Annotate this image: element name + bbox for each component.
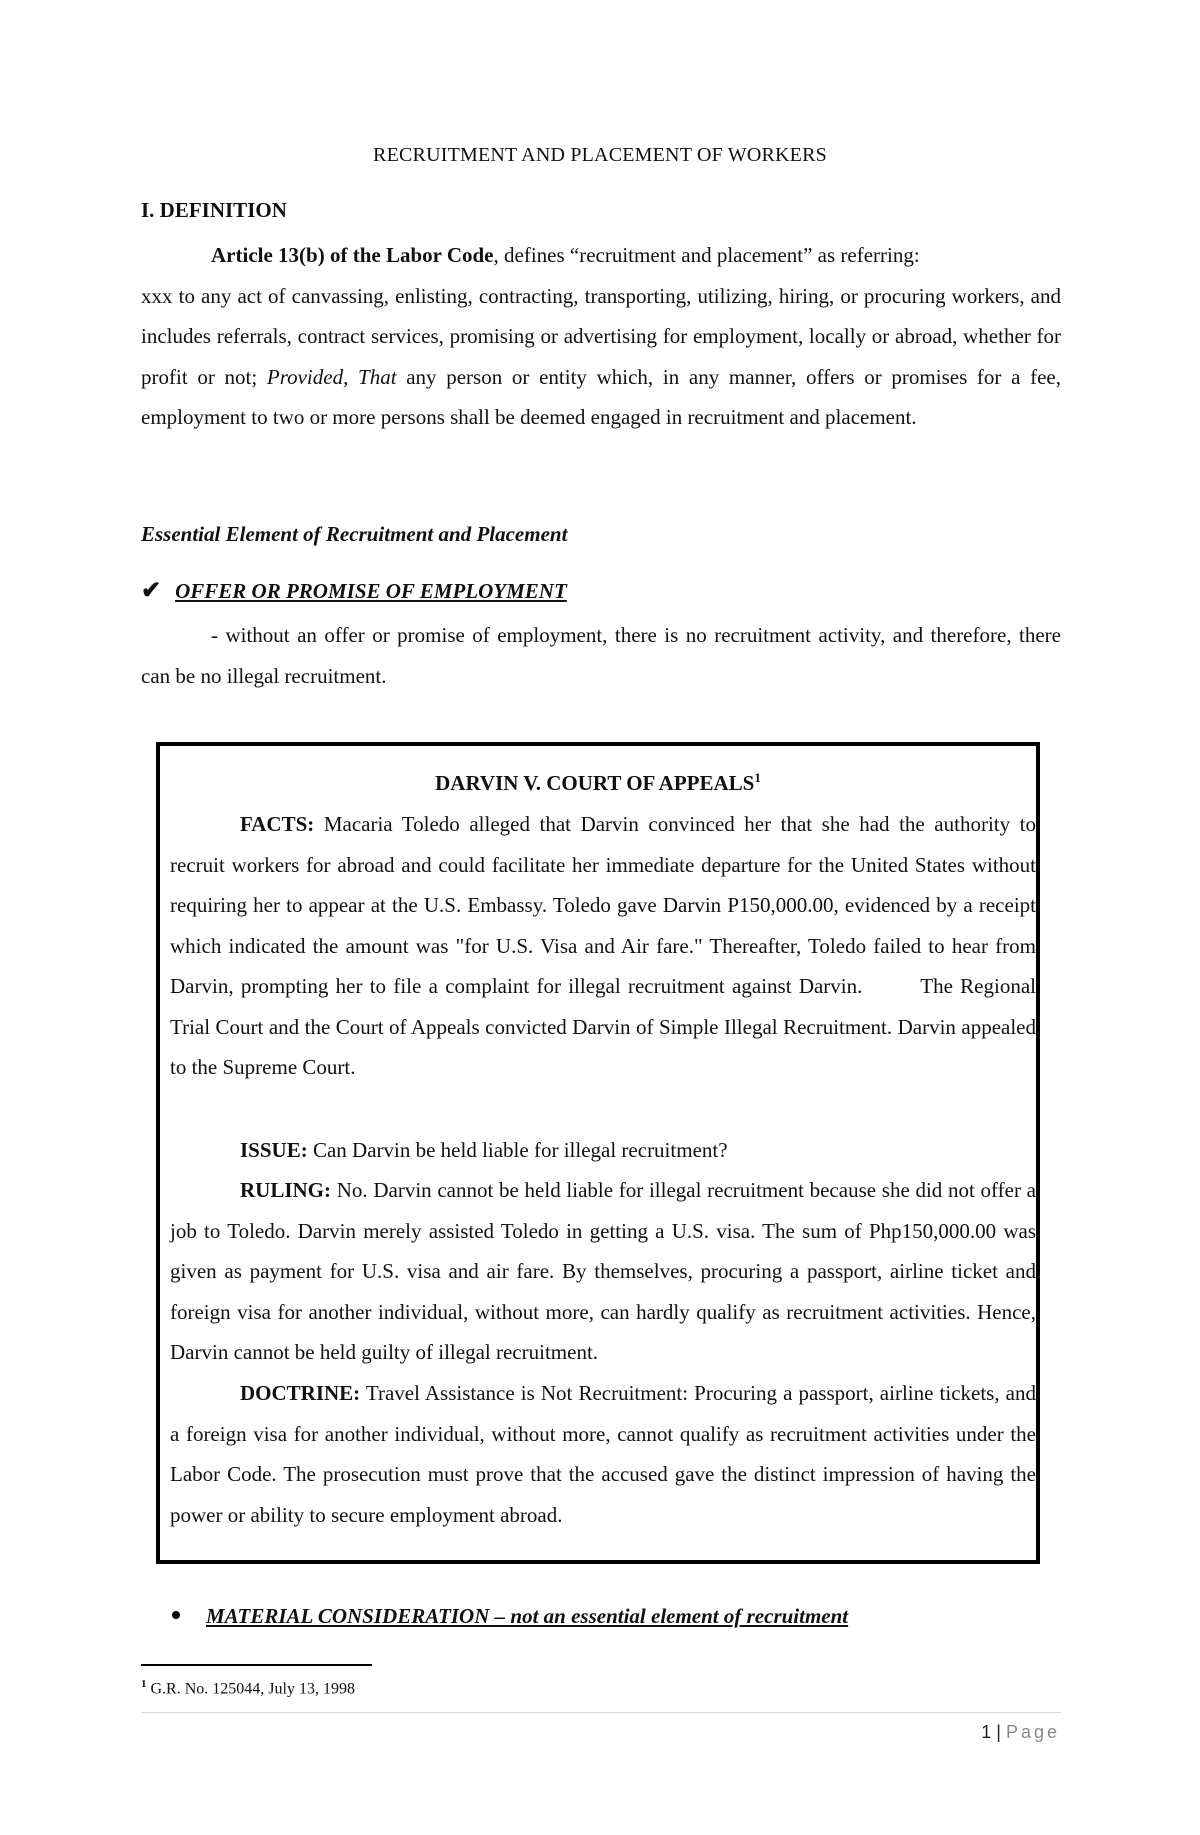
footnote: [141, 1678, 355, 1698]
bullet-icon: [172, 1611, 180, 1619]
case-facts: [170, 804, 1042, 1088]
ruling-label: RULING:: [240, 1178, 332, 1202]
article-proviso: Provided, That: [266, 364, 397, 389]
page-number: 1: [981, 1722, 992, 1742]
essential-element-heading: Essential Element of Recruitment and Placement: [141, 522, 568, 546]
article-body-text-2: any person or entity which, in any manner, offers or promises for a fee, employment to two or more persons shall be deemed engaged in recruitment and placement.: [141, 364, 1061, 429]
footnote-number: 1: [141, 1678, 147, 1690]
case-ruling: [170, 1170, 1036, 1373]
article-body-text-1: xxx to any act of canvassing, enlisting, contracting, transporting, utilizing, hiring, or procuring workers, and includes referrals, contract services, promising or advertising for employment, locally or abroad, whether for profit or not;: [141, 283, 1061, 389]
document-title: RECRUITMENT AND PLACEMENT OF WORKERS: [373, 144, 827, 166]
article-lead-text: , defines “recruitment and placement” as referring:: [493, 243, 920, 267]
case-title-text: DARVIN V. COURT OF APPEALS: [435, 771, 755, 795]
checkmark-icon: ✔: [141, 578, 162, 604]
issue-text: Can Darvin be held liable for illegal recruitment?: [307, 1138, 728, 1162]
footer-divider: [141, 1712, 1061, 1713]
doctrine-text: Travel Assistance is Not Recruitment: Procuring a passport, airline tickets, and a foreign visa for another individual, without more, cannot qualify as recruitment activities under the Labor Code. The prosecution must prove that the accused gave the distinct impression of having the power or ability to secure employment abroad.: [170, 1381, 1036, 1527]
footnote-text: G.R. No. 125044, July 13, 1998: [146, 1680, 355, 1698]
article-definition-paragraph: [141, 235, 1061, 438]
material-consideration-heading: [172, 1604, 848, 1629]
footnote-separator: [141, 1664, 372, 1666]
case-issue: [170, 1130, 1036, 1171]
article-citation: Article 13(b) of the Labor Code: [211, 243, 494, 267]
case-title: [156, 770, 1040, 796]
case-doctrine: [170, 1373, 1036, 1535]
footnote-reference: 1: [754, 770, 761, 785]
offer-heading: [141, 576, 567, 605]
offer-text: - without an offer or promise of employment, there is no recruitment activity, and therefore, there can be no illegal recruitment.: [141, 623, 1061, 688]
doctrine-label: DOCTRINE:: [240, 1381, 361, 1405]
section-heading: I. DEFINITION: [141, 198, 287, 222]
issue-label: ISSUE:: [240, 1138, 308, 1162]
page-number-footer: [981, 1722, 1060, 1743]
offer-paragraph: [141, 615, 1061, 696]
facts-text: Macaria Toledo alleged that Darvin convinced her that she had the authority to recruit workers for abroad and could facilitate her immediate departure for the United States without requiring her to appear at the U.S. Embassy. Toledo gave Darvin P150,000.00, evidenced by a receipt which indicated the amount was "for U.S. Visa and Air fare." Thereafter, Toledo failed to hear from Darvin, prompting her to file a complaint for illegal recruitment against Darvin. The Regional Trial Court and the Court of Appeals convicted Darvin of Simple Illegal Recruitment. Darvin appealed to the Supreme Court.: [170, 812, 1042, 1079]
material-label: MATERIAL CONSIDERATION – not an essential element of recruitment: [206, 1604, 849, 1628]
page-word: Page: [1005, 1722, 1060, 1742]
offer-label: OFFER OR PROMISE OF EMPLOYMENT: [175, 579, 567, 603]
facts-label: FACTS:: [240, 812, 315, 836]
ruling-text: No. Darvin cannot be held liable for illegal recruitment because she did not offer a job to Toledo. Darvin merely assisted Toledo in getting a U.S. visa. The sum of Php150,000.00 was given as payment for U.S. visa and air fare. By themselves, procuring a passport, airline ticket and foreign visa for another individual, without more, can hardly qualify as recruitment activities. Hence, Darvin cannot be held guilty of illegal recruitment.: [170, 1178, 1036, 1364]
page-separator: |: [991, 1722, 1006, 1742]
